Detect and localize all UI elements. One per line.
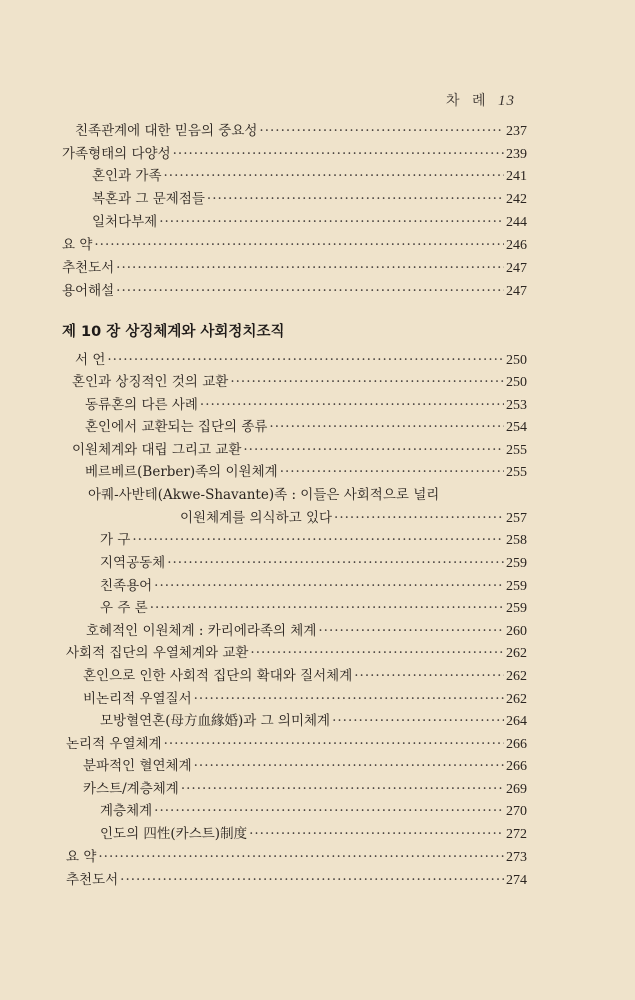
toc-entry: 이원체계와 대립 그리고 교환 ····· 255 bbox=[72, 440, 527, 460]
toc-entry: 용어해설 ····· 247 bbox=[62, 281, 527, 301]
toc-entry-line: 아퀘-사반테(Akwe-Shavante)족 : 이들은 사회적으로 널리 bbox=[88, 487, 440, 503]
header-label: 차 례 bbox=[446, 93, 490, 109]
toc-entry: 비논리적 우열질서 ····· 262 bbox=[83, 689, 527, 709]
toc-entry: 우 주 론 ····· 259 bbox=[100, 598, 527, 618]
toc-entry: 분파적인 혈연체계 ····· 266 bbox=[83, 756, 527, 776]
toc-entry: 호혜적인 이원체계 : 카리에라족의 체계 ····· 260 bbox=[86, 621, 527, 641]
toc-entry: 혼인과 가족 ····· 241 bbox=[92, 166, 527, 186]
toc-entry: 가 구 ····· 258 bbox=[100, 530, 527, 550]
toc-entry: 사회적 집단의 우열체계와 교환 ····· 262 bbox=[66, 643, 527, 663]
toc-entry: 요 약 ····· 273 bbox=[66, 847, 527, 867]
toc-entry: 친족용어 ····· 259 bbox=[100, 576, 527, 596]
toc-entry: 인도의 四性(카스트)制度 ····· 272 bbox=[100, 824, 527, 844]
toc-entry: 추천도서 ····· 274 bbox=[66, 870, 527, 890]
toc-entry: 복혼과 그 문제점들 ····· 242 bbox=[92, 189, 527, 209]
running-header bbox=[446, 90, 515, 110]
toc-entry: 혼인으로 인한 사회적 집단의 확대와 질서체계 ····· 262 bbox=[83, 666, 527, 686]
toc-entry: 혼인과 상징적인 것의 교환 ····· 250 bbox=[72, 372, 527, 392]
toc-entry: 동류혼의 다른 사례 ····· 253 bbox=[85, 395, 527, 415]
header-page-number: 13 bbox=[498, 93, 515, 109]
toc-entry: 서 언 ····· 250 bbox=[75, 350, 527, 370]
toc-entry: 카스트/계층체계 ····· 269 bbox=[83, 779, 527, 799]
toc-entry: 논리적 우열체계 ····· 266 bbox=[66, 734, 527, 754]
toc-entry: 친족관계에 대한 믿음의 중요성 ····· 237 bbox=[75, 121, 527, 141]
chapter-heading: 제 10 장 상징체계와 사회정치조직 bbox=[62, 324, 285, 340]
toc-entry: 요 약 ····· 246 bbox=[62, 235, 527, 255]
toc-entry: 이원체계를 의식하고 있다 ····· 257 bbox=[180, 508, 527, 528]
toc-entry: 가족형태의 다양성 ····· 239 bbox=[62, 144, 527, 164]
toc-entry: 일처다부제 ····· 244 bbox=[92, 212, 527, 232]
toc-entry: 지역공동체 ····· 259 bbox=[100, 553, 527, 573]
toc-entry: 베르베르(Berber)족의 이원체계 ····· 255 bbox=[85, 462, 527, 482]
toc-entry: 혼인에서 교환되는 집단의 종류 ····· 254 bbox=[85, 417, 527, 437]
toc-entry: 모방혈연혼(母方血緣婚)과 그 의미체계 ····· 264 bbox=[100, 711, 527, 731]
toc-entry: 계층체계 ····· 270 bbox=[100, 801, 527, 821]
toc-entry: 추천도서 ····· 247 bbox=[62, 258, 527, 278]
